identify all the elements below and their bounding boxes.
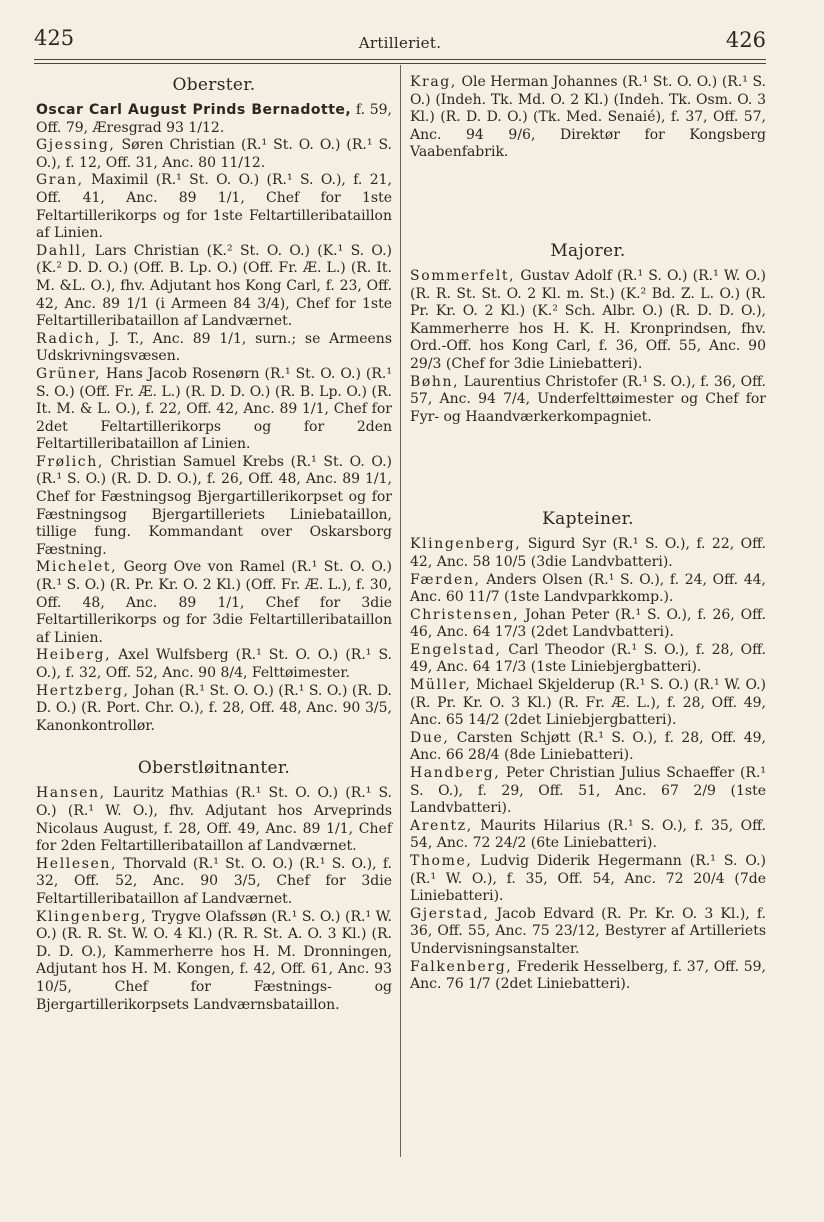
- entry-name: Sommerfelt,: [410, 267, 516, 284]
- list-item: [410, 906, 766, 959]
- entry-text: Johan Peter (R.¹ S. O.), f. 26, Off. 46, Anc. 64 17/3 (2det Landvbatteri).: [410, 606, 766, 641]
- running-title: Artilleriet.: [358, 34, 442, 52]
- right-column: [410, 74, 766, 994]
- entry-name: Klingenberg,: [36, 908, 148, 925]
- list-item: [36, 454, 392, 560]
- list-item: [36, 909, 392, 1015]
- entry-name: Grüner,: [36, 365, 101, 382]
- entry-name: Krag,: [410, 74, 457, 90]
- entry-text: Georg Ove von Ramel (R.¹ St. O. O.) (R.¹ S. O.) (R. Pr. Kr. O. 2 Kl.) (Off. Fr. Æ. L.), f. 30, Off. 48, Anc. 89 1/1, Chef for 3die Feltartillerikorps og for 3die Feltartilleribataillon af Linien.: [36, 559, 393, 646]
- entry-name: Hansen,: [36, 785, 106, 802]
- entry-text: Gustav Adolf (R.¹ S. O.) (R.¹ W. O.) (R. R. St. St. O. 2 Kl. m. St.) (K.² Bd. Z. L. O.) (R. Pr. Kr. O. 2 Kl.) (K.² Sch. Albr. O.) (R. D. D. O.), Kammerherre hos H. K. H. Kronprindsen, fhv. Ord.-Off. hos Kong Carl, f. 36, Off. 55, Anc. 90 29/3 (Chef for 3die Liniebatteri).: [410, 267, 766, 372]
- section-title-oberster: Oberster.: [172, 75, 256, 95]
- entry-text: Frederik Hesselberg, f. 37, Off. 59, Anc. 76 1/7 (2det Liniebatteri).: [410, 958, 767, 993]
- entry-name: Hellesen,: [36, 855, 118, 872]
- entry-name: Michelet,: [36, 559, 118, 576]
- entry-text: Anders Olsen (R.¹ S. O.), f. 24, Off. 44, Anc. 60 11/7 (1ste Landvparkkomp.).: [410, 571, 766, 606]
- entry-name: Dahll,: [36, 242, 88, 259]
- header-rule: [34, 59, 766, 60]
- list-item: [410, 730, 766, 765]
- entry-text: Ole Herman Johannes (R.¹ St. O. O.) (R.¹ S. O.) (Indeh. Tk. Md. O. 2 Kl.) (Indeh. Tk. Osm. O. 3 Kl.) (R. D. D. O.) (Tk. Med. Senaié), f. 37, Off. 57, Anc. 94 9/6, Direktør for Kongsberg Vaabenfabrik.: [410, 74, 767, 161]
- section-title-majorer: Majorer.: [550, 240, 626, 261]
- list-item: [410, 74, 766, 162]
- column-divider: [400, 65, 401, 1157]
- header-rule-secondary: [34, 63, 766, 64]
- entry-text: Laurentius Christofer (R.¹ S. O.), f. 36, Off. 57, Anc. 94 7/4, Underfelttøimester og Chef for Fyr- og Haandværkerkompagniet.: [410, 373, 767, 425]
- entry-name: Bøhn,: [410, 373, 460, 390]
- entry-text: Trygve Olafssøn (R.¹ S. O.) (R.¹ W. O.) (R. R. St. W. O. 4 Kl.) (R. R. St. A. O. 3 Kl.) (R. D. D. O.), Kammerherre hos H. M. Dronningen, Adjutant hos H. M. Kongen, f. 42, Off. 61, Anc. 93 10/5, Chef for Fæstnings- og Bjergartillerikorpsets Landværnsbataillon.: [36, 908, 392, 1013]
- entry-text: Maximil (R.¹ St. O. O.) (R.¹ S. O.), f. 21, Off. 41, Anc. 89 1/1, Chef for 1ste Feltartillerikorps og for 1ste Feltartilleribataillon af Linien.: [36, 172, 392, 242]
- entry-text: Lars Christian (K.² St. O. O.) (K.¹ S. O.) (K.² D. D. O.) (Off. B. Lp. O.) (Off. Fr. Æ. L.) (R. It. M. &L. O.), fhv. Adjutant hos Kong Carl, f. 23, Off. 42, Anc. 89 1/1 (i Armeen 84 3/4), Chef for 1ste Feltartilleribataillon af Landværnet.: [36, 242, 393, 330]
- entry-name: Radich,: [36, 330, 102, 347]
- entry-text: Jacob Edvard (R. Pr. Kr. O. 3 Kl.), f. 36, Off. 55, Anc. 75 23/12, Bestyrer af Artilleriets Undervisningsanstalter.: [410, 905, 766, 957]
- list-item: [410, 765, 766, 818]
- list-item: [36, 683, 392, 736]
- section-title-kapteiner: Kapteiner.: [542, 509, 634, 530]
- entry-text: Christian Samuel Krebs (R.¹ St. O. O.) (R.¹ S. O.) (R. D. D. O.), f. 26, Off. 48, Anc. 89 1/1, Chef for Fæstningsog Bjergartillerikorpset og for Fæstningsog Bjergartilleriets Liniebataillon, tillige fung. Kommandant over Oskarsborg Fæstning.: [36, 453, 392, 558]
- page-header: [34, 26, 766, 56]
- entry-name: Klingenberg,: [410, 536, 522, 553]
- list-item: [410, 642, 766, 677]
- list-item: [36, 102, 392, 137]
- entry-text: Axel Wulfsberg (R.¹ St. O. O.) (R.¹ S. O.), f. 32, Off. 52, Anc. 90 8/4, Felttøimester.: [36, 647, 392, 681]
- list-item: [36, 559, 392, 647]
- entry-text: Carl Theodor (R.¹ S. O.), f. 28, Off. 49, Anc. 64 17/3 (1ste Liniebjergbatteri).: [410, 641, 766, 676]
- section-title-oberstloitnanter: Oberstløitnanter.: [137, 758, 291, 779]
- list-item: [410, 374, 766, 427]
- list-item: [36, 137, 392, 172]
- entry-name: Falkenberg,: [410, 958, 513, 975]
- entry-name: Thome,: [410, 853, 473, 869]
- list-item: [410, 853, 766, 906]
- list-item: [36, 856, 392, 909]
- list-item: [410, 572, 766, 607]
- entry-text: Michael Skjelderup (R.¹ S. O.) (R.¹ W. O.) (R. Pr. Kr. O. 3 Kl.) (R. Fr. Æ. L.), f. 28, Off. 49, Anc. 65 14/2 (2det Liniebjergbatteri).: [410, 677, 767, 729]
- list-item: [410, 959, 766, 994]
- entry-name: Heiberg,: [36, 647, 112, 664]
- list-item: [410, 536, 766, 571]
- list-item: [410, 268, 766, 374]
- entry-text: J. T., Anc. 89 1/1, surn.; se Armeens Udskrivningsvæsen.: [36, 330, 392, 365]
- entry-text: Lauritz Mathias (R.¹ St. O. O.) (R.¹ S. O.) (R.¹ W. O.), fhv. Adjutant hos Arveprinds Nicolaus August, f. 28, Off. 49, Anc. 89 1/1, Chef for 2den Feltartilleribataillon af Landværnet.: [36, 785, 392, 855]
- entry-text: f. 59, Off. 79, Æresgrad 93 1/12.: [36, 102, 392, 136]
- entry-name: Oscar Carl August Prinds Bernadotte,: [36, 102, 352, 118]
- left-column: [36, 74, 392, 1014]
- list-item: [36, 785, 392, 855]
- entry-text: Søren Christian (R.¹ St. O. O.) (R.¹ S. O.), f. 12, Off. 31, Anc. 80 11/12.: [36, 137, 393, 171]
- entry-name: Christensen,: [410, 606, 520, 623]
- entry-name: Arentz,: [410, 817, 473, 834]
- entry-name: Handberg,: [410, 765, 501, 782]
- entry-name: Frølich,: [36, 453, 104, 470]
- entry-text: Hans Jacob Rosenørn (R.¹ St. O. O.) (R.¹ S. O.) (Off. Fr. Æ. L.) (R. D. D. O.) (R. B. Lp. O.) (R. It. M. & L. O.), f. 22, Off. 42, Anc. 89 1/1, Chef for 2det Feltartillerikorps og for 2den Feltartilleribataillon af Linien.: [36, 365, 392, 453]
- list-item: [36, 243, 392, 331]
- entry-text: Johan (R.¹ St. O. O.) (R.¹ S. O.) (R. D. D. O.) (R. Port. Chr. O.), f. 28, Off. 48, Anc. 90 3/5, Kanonkontrollør.: [36, 682, 392, 734]
- list-item: [410, 677, 766, 730]
- entry-name: Müller,: [410, 677, 472, 694]
- list-item: [410, 818, 766, 853]
- entry-name: Gjessing,: [36, 137, 116, 154]
- entry-name: Engelstad,: [410, 641, 502, 658]
- entry-text: Peter Christian Julius Schaeffer (R.¹ S. O.), f. 29, Off. 51, Anc. 67 2/9 (1ste Landvbatteri).: [410, 765, 767, 817]
- entry-name: Due,: [410, 729, 450, 746]
- entry-name: Færden,: [410, 571, 481, 588]
- entry-name: Gjerstad,: [410, 905, 490, 922]
- list-item: [410, 607, 766, 642]
- entry-text: Thorvald (R.¹ St. O. O.) (R.¹ S. O.), f. 32, Off. 52, Anc. 90 3/5, Chef for 3die Feltartilleribataillon af Landværnet.: [36, 855, 392, 907]
- entry-text: Ludvig Diderik Hegermann (R.¹ S. O.) (R.¹ W. O.), f. 35, Off. 54, Anc. 72 20/4 (7de Liniebatteri).: [410, 853, 766, 905]
- entry-text: Sigurd Syr (R.¹ S. O.), f. 22, Off. 42, Anc. 58 10/5 (3die Landvbatteri).: [410, 536, 766, 570]
- entry-name: Gran,: [36, 172, 84, 189]
- entry-text: Maurits Hilarius (R.¹ S. O.), f. 35, Off. 54, Anc. 72 24/2 (6te Liniebatteri).: [410, 817, 766, 852]
- entry-name: Hertzberg,: [36, 682, 130, 699]
- page-number-left: 425: [34, 26, 75, 50]
- list-item: [36, 366, 392, 454]
- list-item: [36, 331, 392, 366]
- list-item: [36, 647, 392, 682]
- page-number-right: 426: [725, 28, 766, 52]
- list-item: [36, 172, 392, 242]
- entry-text: Carsten Schjøtt (R.¹ S. O.), f. 28, Off. 49, Anc. 66 28/4 (8de Liniebatteri).: [410, 729, 766, 764]
